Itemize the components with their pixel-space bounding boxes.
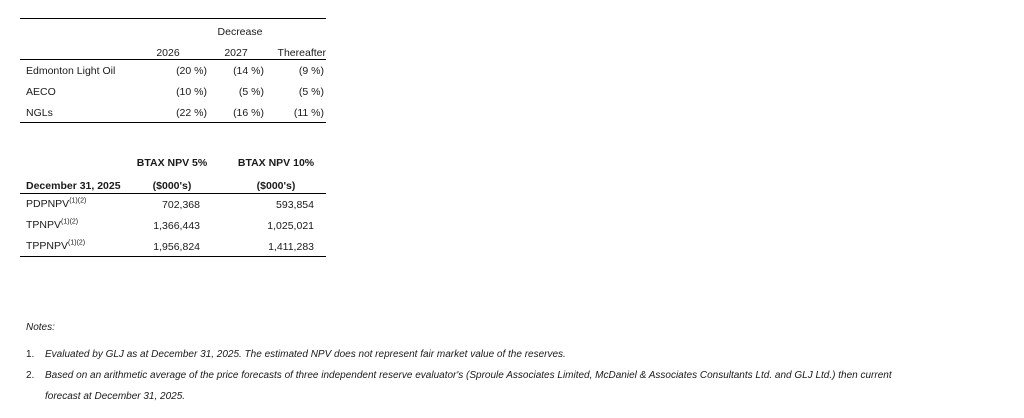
column-unit: ($000's)	[152, 180, 192, 192]
table-column-header-row	[20, 175, 326, 194]
table-cell: (5 %)	[238, 86, 264, 98]
notes-section	[26, 322, 1006, 407]
table-cell: 1,956,824	[153, 241, 200, 253]
row-label-text: TPPNPV	[26, 240, 69, 252]
note-text-line: forecast at December 31, 2025.	[45, 391, 186, 402]
table-row	[20, 60, 326, 81]
table-cell: (22 %)	[176, 107, 207, 119]
note-number: 1.	[26, 349, 35, 360]
note-number: 2.	[26, 370, 35, 381]
table-cell: 1,411,283	[268, 241, 314, 253]
table-cell: (11 %)	[293, 107, 324, 119]
column-title: BTAX NPV 10%	[237, 157, 315, 169]
note-item	[26, 344, 1006, 365]
table-row	[20, 194, 326, 215]
table-row	[20, 215, 326, 236]
group-header-decrease: Decrease	[217, 26, 263, 38]
row-label: NGLs	[26, 107, 53, 119]
table-cell: 593,854	[276, 199, 314, 211]
table-group-header-row	[20, 19, 326, 41]
note-text: Evaluated by GLJ as at December 31, 2025. The estimated NPV does not represent fair market value of the reserves.	[45, 349, 566, 360]
footnote-ref: (1)(2)	[69, 197, 87, 205]
column-title: BTAX NPV 5%	[136, 157, 208, 169]
row-label	[26, 240, 85, 252]
price-decrease-table	[20, 18, 326, 123]
table-row	[20, 102, 326, 123]
table-cell: (5 %)	[298, 86, 324, 98]
row-label	[26, 198, 86, 210]
notes-title: Notes:	[26, 322, 55, 333]
table-cell: (20 %)	[176, 65, 207, 77]
footnote-ref: (1)(2)	[61, 218, 79, 226]
note-text-line: Based on an arithmetic average of the price forecasts of three independent reserve evaluator's (Sproule Associates Limited, McDaniel & Associates Consultants Ltd. and GLJ Ltd.) then current	[45, 370, 892, 381]
footnote-ref: (1)(2)	[68, 239, 86, 247]
row-header: December 31, 2025	[26, 180, 121, 192]
row-label: Edmonton Light Oil	[26, 65, 116, 77]
npv-table	[20, 153, 326, 257]
row-label-text: TPNPV	[26, 219, 62, 231]
row-label	[26, 219, 78, 231]
table-cell: 702,368	[162, 199, 200, 211]
table-cell: (16 %)	[233, 107, 264, 119]
note-item	[26, 365, 1006, 407]
table-cell: (10 %)	[176, 86, 207, 98]
table-row	[20, 236, 326, 257]
table-cell: 1,025,021	[267, 220, 314, 232]
row-label: AECO	[26, 86, 56, 98]
table-row	[20, 81, 326, 102]
table-cell: 1,366,443	[153, 220, 200, 232]
table-column-header-row	[20, 41, 326, 60]
table-cell: (14 %)	[233, 65, 264, 77]
row-label-text: PDPNPV	[26, 198, 70, 210]
column-header: 2027	[224, 47, 248, 59]
column-header: 2026	[156, 47, 180, 59]
table-cell: (9 %)	[298, 65, 324, 77]
column-unit: ($000's)	[256, 180, 296, 192]
column-header: Thereafter	[277, 47, 326, 59]
table-column-title-row	[20, 153, 326, 175]
